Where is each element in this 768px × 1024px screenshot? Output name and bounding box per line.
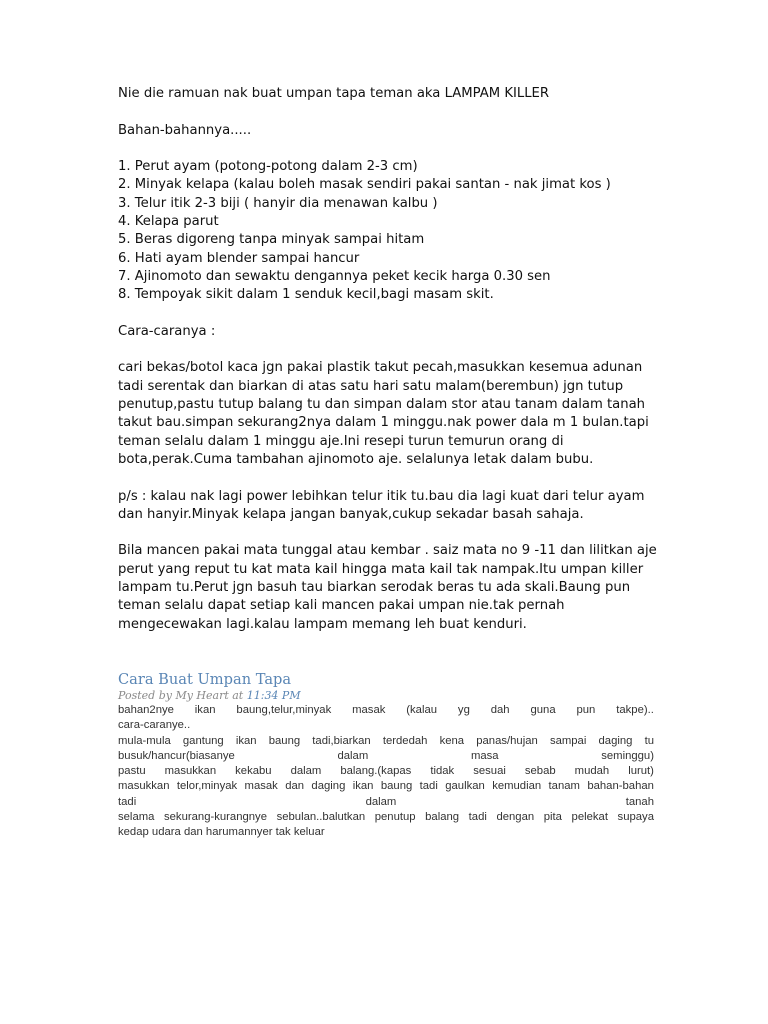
recipe-title: Nie die ramuan nak buat umpan tapa teman aka LAMPAM KILLER [118, 86, 550, 101]
paragraph-line: cari bekas/botol kaca jgn pakai plastik takut pecah,masukkan kesemua adunan [118, 360, 643, 376]
blog-body-line [118, 749, 654, 764]
blog-word: ikan [235, 734, 257, 747]
blog-word: daging [311, 780, 346, 793]
blog-word: gantung [182, 734, 224, 747]
posted-by-label: Posted by My Heart at [118, 689, 247, 702]
blog-word: pun [576, 704, 596, 716]
ingredients-heading: Bahan-bahannya..... [118, 122, 252, 138]
ingredient-item: 7. Ajinomoto dan sewaktu dengannya peket kecik harga 0.30 sen [118, 268, 551, 284]
blog-word: penutup [374, 811, 416, 824]
paragraph-line: takut bau.simpan sekurang2nya dalam 1 minggu.nak power dala m 1 bulan.tapi [118, 415, 649, 431]
blog-word: terdedah [382, 734, 428, 747]
blog-post-body [118, 703, 654, 841]
blog-word: baung [268, 734, 301, 747]
ingredients-list [118, 158, 654, 304]
blog-body-line [118, 734, 654, 749]
blog-body-line [118, 825, 654, 840]
blog-body-line [118, 764, 654, 779]
blog-word: yg [457, 704, 470, 716]
blog-word: guna [530, 704, 556, 716]
paragraph-line: perut yang reput tu kat mata kail hingga mata kail tak nampak.Itu umpan killer [118, 561, 644, 577]
ps-paragraph [118, 488, 654, 525]
blog-word: lurut) [628, 765, 654, 778]
method-paragraph [118, 359, 654, 469]
blog-word: pita [543, 811, 562, 824]
paragraph-line: mengecewakan lagi.kalau lampam memang leh buat kenduri. [118, 616, 527, 632]
blog-word: bahan2nye [118, 704, 174, 716]
blog-word: dalam [337, 749, 369, 762]
blog-body-line [118, 810, 654, 825]
blog-word: baung [380, 780, 413, 793]
blog-word: mula-mula [118, 734, 171, 747]
blog-word: ikan [194, 704, 216, 716]
fishing-paragraph [118, 542, 657, 633]
method-heading: Cara-caranya : [118, 323, 216, 339]
blog-post [118, 671, 654, 841]
blog-body-line [118, 718, 654, 733]
blog-word: masukkan [118, 780, 170, 793]
blog-word: sampai [549, 734, 587, 747]
paragraph-line: penutup,pastu tutup balang tu dan simpan dalam stor atau tanam dalam tanah [118, 397, 646, 413]
blog-body-line [118, 795, 654, 810]
ingredient-item: 3. Telur itik 2-3 biji ( hanyir dia menawan kalbu ) [118, 195, 438, 211]
ingredient-item: 8. Tempoyak sikit dalam 1 senduk kecil,bagi masam skit. [118, 287, 494, 303]
ingredient-item: 1. Perut ayam (potong-potong dalam 2-3 cm) [118, 159, 418, 175]
blog-word: cara-caranye.. [118, 719, 191, 732]
paragraph-line: p/s : kalau nak lagi power lebihkan telur itik tu.bau dia lagi kuat dari telur ayam [118, 488, 645, 504]
blog-word: kena [439, 734, 465, 747]
ingredient-item: 4. Kelapa parut [118, 214, 219, 230]
blog-body-line [118, 703, 654, 718]
blog-body-line [118, 779, 654, 794]
ingredient-item: 2. Minyak kelapa (kalau boleh masak sendiri pakai santan - nak jimat kos ) [118, 177, 611, 193]
recipe-document [118, 85, 657, 634]
blog-word: takpe).. [616, 704, 654, 716]
blog-word: kemudian [492, 780, 542, 793]
blog-post-title[interactable]: Cara Buat Umpan Tapa [118, 671, 292, 688]
blog-word: telor,minyak [176, 780, 238, 793]
blog-word: pastu [118, 765, 146, 778]
blog-word: masukkan [164, 765, 217, 778]
blog-word: balang.(kapas [340, 765, 412, 778]
ingredient-item: 5. Beras digoreng tanpa minyak sampai hitam [118, 232, 425, 248]
blog-word: sebab [524, 765, 556, 778]
blog-word: gaulkan [445, 780, 485, 793]
blog-word: sekurang-kurangnye [164, 811, 267, 824]
blog-word: busuk/hancur(biasanye [118, 749, 235, 762]
blog-word: dalam [290, 765, 322, 778]
blog-word: dah [490, 704, 510, 716]
blog-word: tadi [468, 811, 487, 824]
blog-word: dengan [496, 811, 535, 824]
blog-word: supaya [617, 811, 654, 824]
paragraph-line: tadi serentak dan biarkan di atas satu hari satu malam(berembun) jgn tutup [118, 378, 624, 394]
blog-word: dan [285, 780, 305, 793]
paragraph-line: dan hanyir.Minyak kelapa jangan banyak,cukup sekadar basah sahaja. [118, 506, 584, 522]
blog-word: kedap udara dan harumannyer tak keluar [118, 826, 325, 839]
blog-word: dalam [365, 795, 397, 808]
blog-word: tanah [625, 795, 654, 808]
blog-word: selama [118, 811, 155, 824]
blog-word: sebulan..balutkan [276, 811, 366, 824]
blog-word: panas/hujan [476, 734, 538, 747]
blog-word: balang [425, 811, 460, 824]
blog-word: masa [470, 749, 499, 762]
blog-word: masak [352, 704, 386, 716]
post-time-link[interactable]: 11:34 PM [246, 689, 301, 702]
blog-word: tidak [430, 765, 455, 778]
paragraph-line: teman selalu dapat setiap kali mancen pakai umpan nie.tak pernah [118, 598, 565, 614]
blog-word: mudah [574, 765, 610, 778]
blog-word: tu [644, 734, 654, 747]
paragraph-line: teman selalu dalam 1 minggu aje.Ini resepi turun temurun orang di [118, 433, 564, 449]
blog-word: sesuai [473, 765, 506, 778]
blog-word: masak [244, 780, 278, 793]
blog-word: tadi [118, 795, 137, 808]
paragraph-line: lampam tu.Perut jgn basuh tau biarkan serodak beras tu ada skali.Baung pun [118, 580, 631, 596]
blog-word: tadi,biarkan [312, 734, 371, 747]
ingredient-item: 6. Hati ayam blender sampai hancur [118, 250, 360, 266]
blog-word: baung,telur,minyak [236, 704, 332, 716]
blog-word: kekabu [235, 765, 272, 778]
blog-word: ikan [352, 780, 374, 793]
blog-word: tadi [419, 780, 438, 793]
blog-word: bahan-bahan [587, 780, 654, 793]
blog-word: tanam [548, 780, 580, 793]
blog-post-meta [118, 689, 654, 703]
blog-word: daging [598, 734, 633, 747]
paragraph-line: Bila mancen pakai mata tunggal atau kembar . saiz mata no 9 -11 dan lilitkan aje [118, 543, 657, 559]
blog-word: (kalau [406, 704, 438, 716]
paragraph-line: bota,perak.Cuma tambahan ajinomoto aje. selalunya letak dalam bubu. [118, 451, 594, 467]
blog-word: pelekat [571, 811, 608, 824]
blog-word: seminggu) [601, 749, 654, 762]
